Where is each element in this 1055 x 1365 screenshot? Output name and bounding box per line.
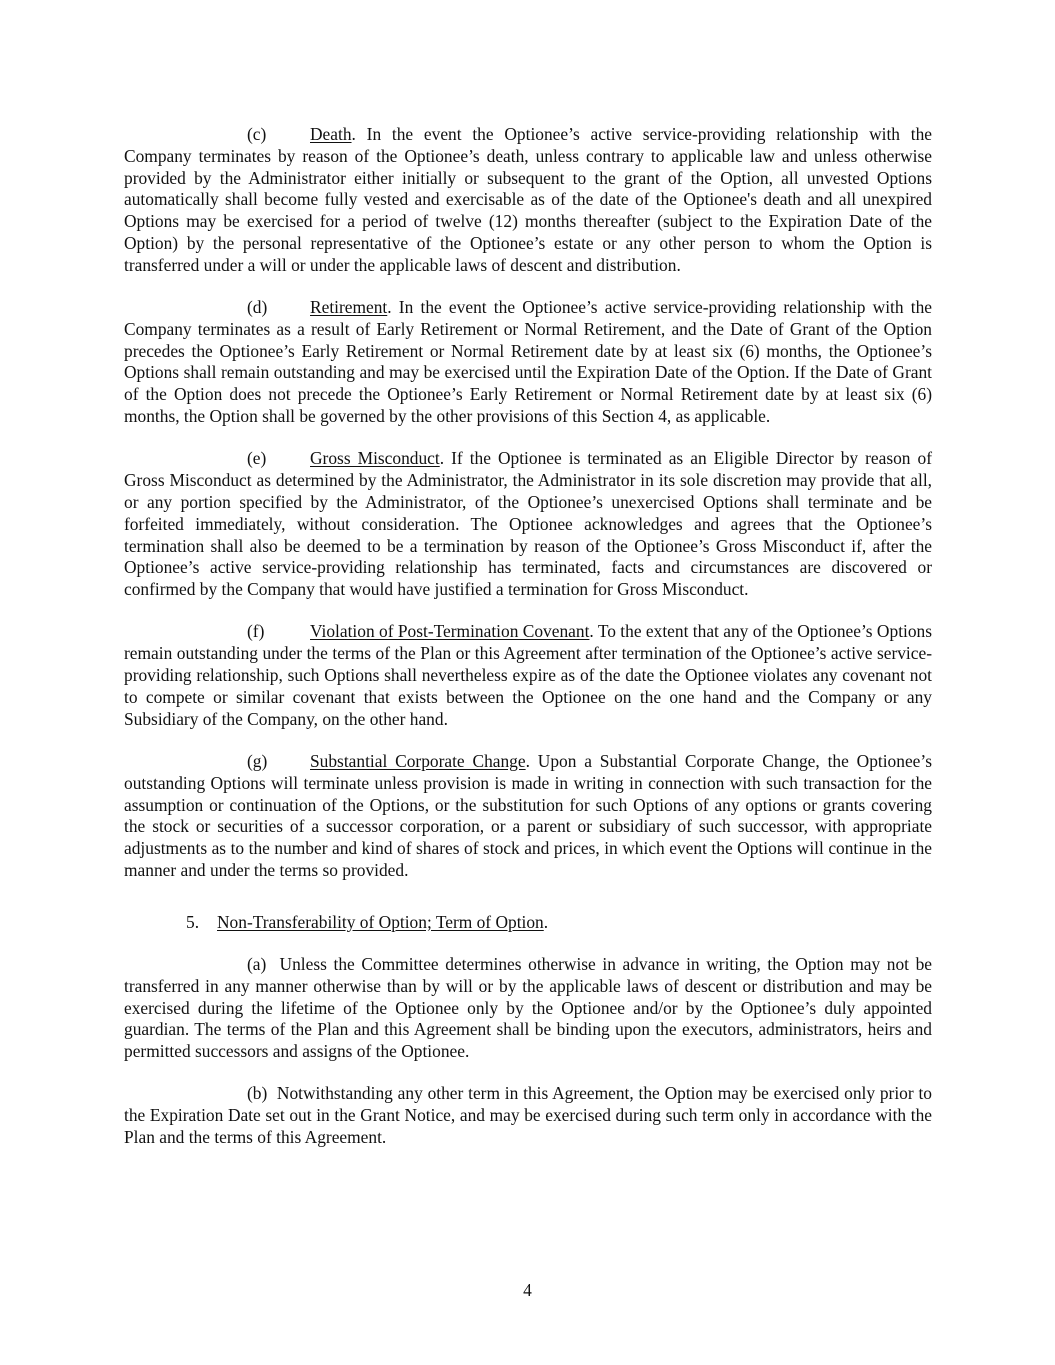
subparagraph-text: Unless the Committee determines otherwise in advance in writing, the Option may not be transferred in any manner otherwise than by will or by the applicable laws of descent or distribution and may be exercised during the lifetime of the Optionee only by the Optionee and/or by the Optionee’s duly appointed guardian. The terms of the Plan and this Agreement shall be binding upon the executors, administrators, heirs and permitted successors and assigns of the Optionee. xyxy=(124,954,932,1062)
section-5-heading xyxy=(186,912,932,934)
paragraph-text: . In the event the Optionee’s active service-providing relationship with the Company terminates by reason of the Optionee’s death, unless contrary to applicable law and unless otherwise provided by the Administrator either initially or subsequent to the grant of the Option, all unvested Options automatically shall become fully vested and exercisable as of the date of the Optionee's death and all unexpired Options may be exercised for a period of twelve (12) months thereafter (subject to the Expiration Date of the Option) by the personal representative of the Optionee’s estate or any other person to whom the Option is transferred under a will or under the applicable laws of descent and distribution. xyxy=(124,124,932,275)
paragraph-heading: Retirement xyxy=(310,297,388,318)
paragraph-text: . In the event the Optionee’s active service-providing relationship with the Company terminates as a result of Early Retirement or Normal Retirement, and the Date of Grant of the Option precedes the Optionee’s Early Retirement or Normal Retirement date by at least six (6) months, the Optionee’s Options shall remain outstanding and may be exercised until the Expiration Date of the Option. If the Date of Grant of the Option does not precede the Optionee’s Early Retirement or Normal Retirement date by at least six (6) months, the Option shall be governed by the other provisions of this Section 4, as applicable. xyxy=(124,297,932,427)
paragraph-text: . Upon a Substantial Corporate Change, the Optionee’s outstanding Options will terminate unless provision is made in writing in connection with such transaction for the assumption or continuation of the Options, or the substitution for such Options of any options or grants covering the stock or securities of a successor corporation, or a parent or subsidiary of such successor, with appropriate adjustments as to the number and kind of shares of stock and prices, in which event the Options will continue in the manner and under the terms so provided. xyxy=(124,750,932,880)
section-title: Non-Transferability of Option; Term of Option xyxy=(217,911,544,932)
paragraph-marker: (g) xyxy=(247,750,268,771)
paragraph-marker: (d) xyxy=(247,297,268,318)
paragraph-heading: Death xyxy=(310,124,352,144)
paragraph-heading: Substantial Corporate Change xyxy=(310,750,526,771)
section-number: 5. xyxy=(186,911,200,932)
section-5-paragraph-b xyxy=(124,1083,932,1148)
document-page xyxy=(124,124,932,1169)
subparagraph-marker: (b) xyxy=(247,1083,268,1104)
paragraph-text: . To the extent that any of the Optionee’s Options remain outstanding under the terms of the Plan or this Agreement after termination of the Optionee’s active service-providing relationship, such Options shall nevertheless expire as of the date the Optionee violates any covenant not to compete or similar covenant that exists between the Optionee on the one hand and the Company or any Subsidiary of the Company, on the other hand. xyxy=(124,621,933,729)
paragraph-marker: (f) xyxy=(247,621,265,642)
section-5-paragraph-a xyxy=(124,954,932,1063)
paragraph-heading: Violation of Post-Termination Covenant xyxy=(310,621,590,642)
section-title-suffix: . xyxy=(543,911,549,932)
subparagraph-text: Notwithstanding any other term in this Agreement, the Option may be exercised only prior to the Expiration Date set out in the Grant Notice, and may be exercised during such term only in accordance with the Plan and the terms of this Agreement. xyxy=(124,1083,932,1148)
paragraph-c xyxy=(124,124,932,277)
paragraph-e xyxy=(124,448,932,601)
paragraph-text: . If the Optionee is terminated as an Eligible Director by reason of Gross Misconduct as determined by the Administrator, the Administrator in its sole discretion may provide that all, or any portion specified by the Administrator, of the Optionee’s unexercised Options shall terminate and be forfeited immediately, without consideration. The Optionee acknowledges and agrees that the Optionee’s termination shall also be deemed to be a termination by reason of the Optionee’s Gross Misconduct if, after the Optionee’s active service-providing relationship has terminated, facts and circumstances are discovered or confirmed by the Company that would have justified a termination for Gross Misconduct. xyxy=(124,448,932,600)
paragraph-f xyxy=(124,621,932,730)
paragraph-marker: (e) xyxy=(247,448,267,469)
subparagraph-marker: (a) xyxy=(247,954,267,974)
paragraph-marker: (c) xyxy=(247,124,267,144)
page-number: 4 xyxy=(523,1280,532,1300)
paragraph-g xyxy=(124,751,932,882)
paragraph-d xyxy=(124,297,932,428)
paragraph-heading: Gross Misconduct xyxy=(310,448,440,469)
